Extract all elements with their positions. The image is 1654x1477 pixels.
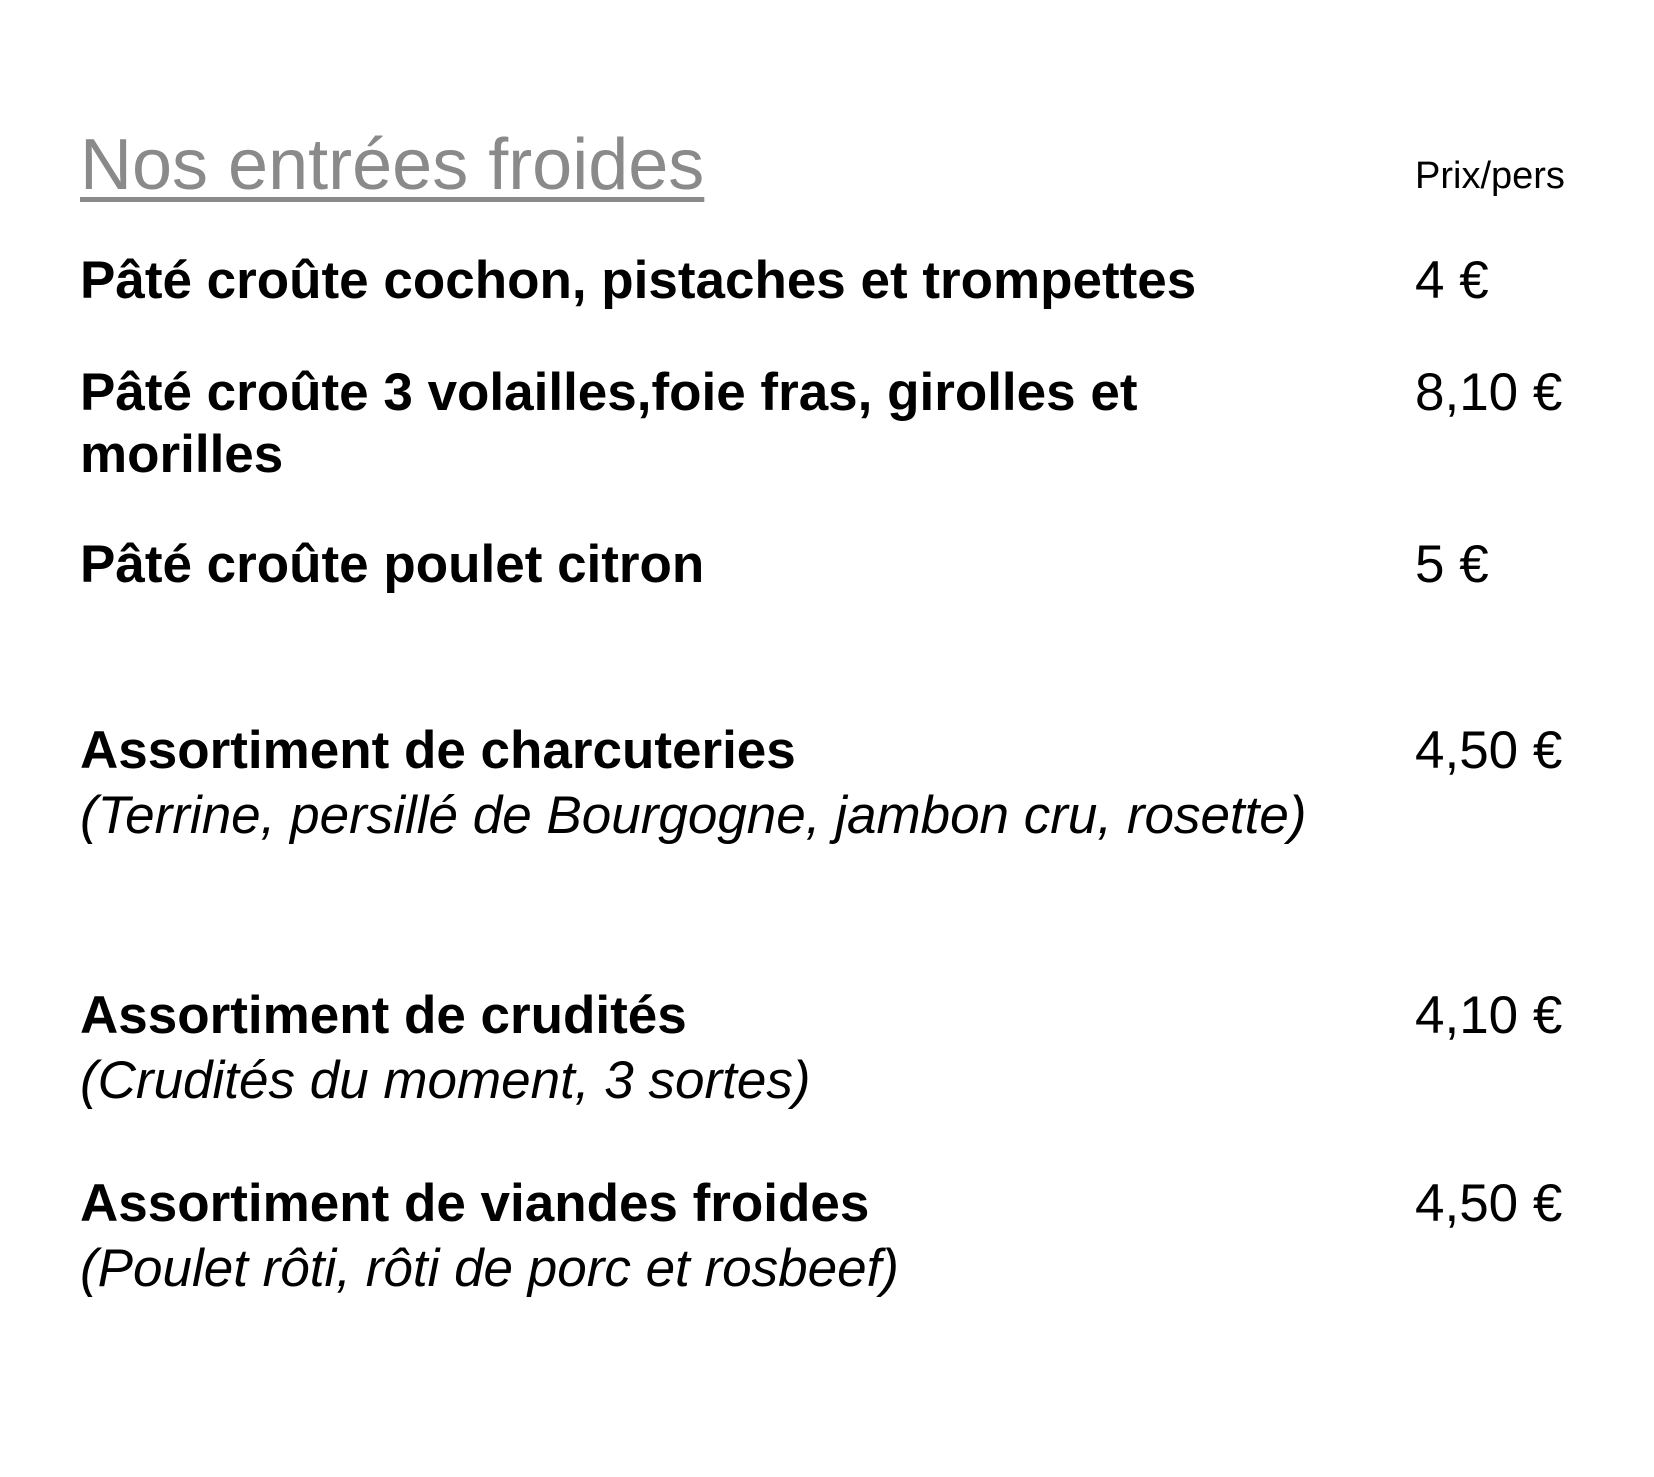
menu-item-name: Assortiment de viandes froides: [80, 1174, 870, 1233]
menu-item-price: 8,10 €: [1415, 363, 1563, 422]
menu-item-description: (Terrine, persillé de Bourgogne, jambon cru, rosette): [80, 786, 1307, 845]
menu-item-price: 4 €: [1415, 251, 1489, 310]
menu-item-price: 5 €: [1415, 535, 1489, 594]
menu-item-description: (Poulet rôti, rôti de porc et rosbeef): [80, 1239, 899, 1298]
price-column-header: Prix/pers: [1415, 155, 1565, 197]
menu-item-name: Pâté croûte poulet citron: [80, 535, 705, 594]
menu-item-price: 4,10 €: [1415, 986, 1563, 1045]
menu-item-price: 4,50 €: [1415, 1174, 1563, 1233]
menu-item-name: Assortiment de charcuteries: [80, 721, 796, 780]
menu-item-name: Pâté croûte cochon, pistaches et trompettes: [80, 251, 1197, 310]
menu-item-price: 4,50 €: [1415, 721, 1563, 780]
menu-header: [80, 120, 1580, 210]
section-title: Nos entrées froides: [80, 125, 705, 205]
menu-item-name: Pâté croûte 3 volailles,foie fras, girolles et morilles: [80, 363, 1138, 484]
menu-item-description: (Crudités du moment, 3 sortes): [80, 1051, 811, 1110]
menu-item-name: Assortiment de crudités: [80, 986, 687, 1045]
